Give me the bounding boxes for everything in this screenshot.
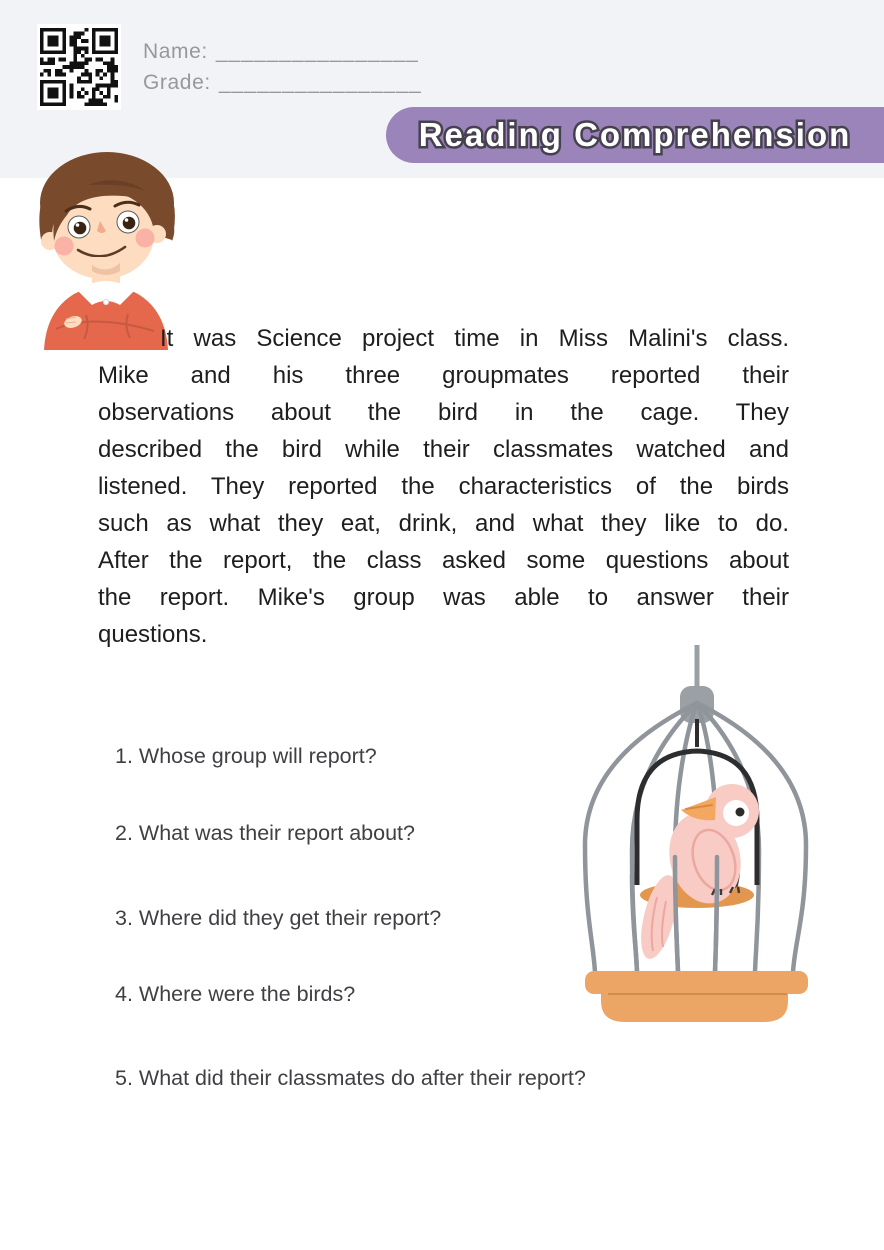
question-item: 5. What did their classmates do after their report?: [115, 1066, 586, 1090]
name-blank-line: ________________: [215, 40, 419, 63]
passage-line: It was Science project time in Miss Malini's class.: [160, 325, 789, 352]
qr-code: [37, 24, 121, 110]
page-title: Reading Comprehension: [418, 116, 852, 153]
grade-field: [143, 67, 422, 98]
question-item: 1. Whose group will report?: [115, 744, 377, 768]
passage-line: observations about the bird in the cage. They: [98, 399, 789, 426]
passage-line: the report. Mike's group was able to answer their: [98, 584, 789, 611]
passage-line: After the report, the class asked some questions about: [98, 547, 789, 574]
question-item: 3. Where did they get their report?: [115, 906, 442, 930]
passage: [98, 320, 789, 653]
passage-line: such as what they eat, drink, and what they like to do.: [98, 510, 789, 537]
name-field: [143, 36, 422, 67]
name-grade-block: [143, 36, 422, 98]
passage-line: listened. They reported the characteristics of the birds: [98, 473, 789, 500]
grade-label: Grade:: [143, 71, 211, 94]
title-banner: [386, 107, 884, 163]
question-item: 2. What was their report about?: [115, 821, 415, 845]
passage-line: questions.: [98, 621, 208, 648]
bird: [634, 784, 759, 962]
bird-cage-illustration: [575, 645, 815, 1025]
name-label: Name:: [143, 40, 208, 63]
grade-blank-line: ________________: [218, 71, 422, 94]
qr-code-icon: [40, 27, 118, 107]
question-item: 4. Where were the birds?: [115, 982, 356, 1006]
passage-line: Mike and his three groupmates reported their: [98, 362, 789, 389]
passage-line: described the bird while their classmates watched and: [98, 436, 789, 463]
